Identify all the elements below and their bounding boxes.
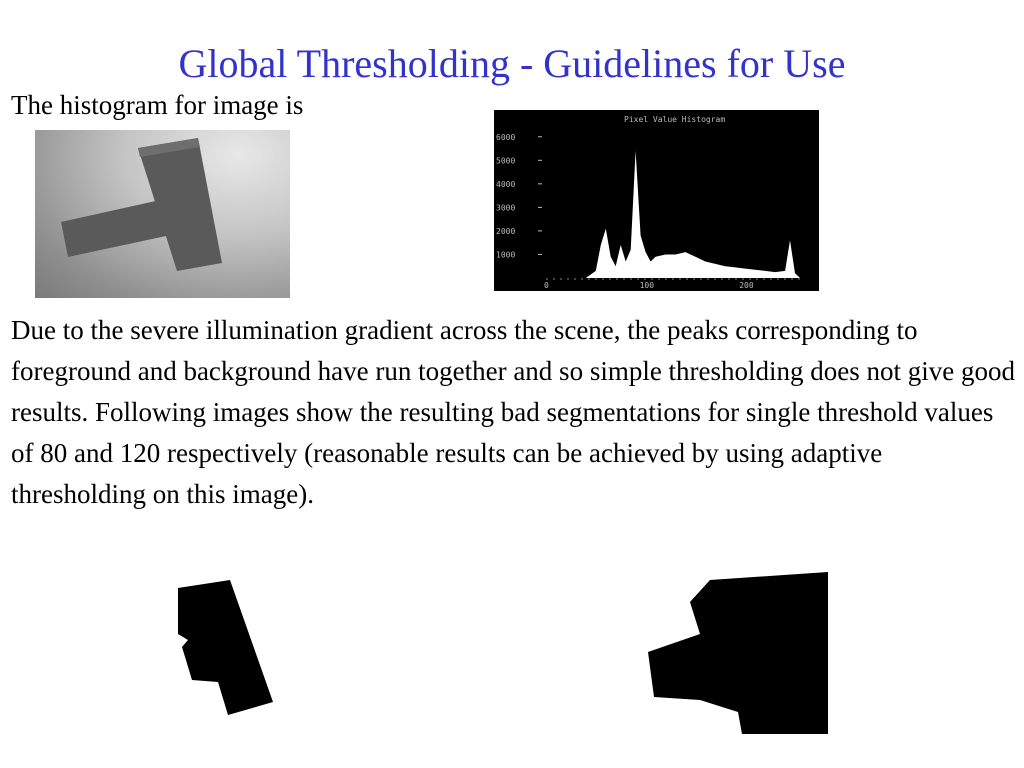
histogram-x-tick-label: 100 bbox=[639, 281, 655, 290]
histogram-y-tick-label: 2000 bbox=[496, 226, 516, 236]
slide-title: Global Thresholding - Guidelines for Use bbox=[178, 41, 846, 86]
histogram-title: Pixel Value Histogram bbox=[624, 115, 726, 124]
pixel-value-histogram bbox=[494, 110, 819, 291]
histogram-y-tick-label: 1000 bbox=[496, 250, 516, 260]
histogram-x-tick-label: 0 bbox=[544, 281, 549, 290]
segmentation-threshold-80 bbox=[170, 572, 280, 722]
input-image-t-shape bbox=[35, 130, 290, 298]
histogram-y-tick-label: 5000 bbox=[496, 156, 516, 166]
histogram-x-tick-label: 200 bbox=[739, 281, 754, 290]
segmentation-threshold-120 bbox=[640, 572, 830, 734]
explanation-paragraph: Due to the severe illumination gradient across the scene, the peaks corresponding to foreground and background have run together and so simple thresholding does not give good results. Following images show the resulting bad segmentations for single threshold values of 80 and 120 respectively (reasonable results can be achieved by using adaptive thresholding on this image). bbox=[11, 315, 1016, 509]
histogram-y-tick-label: 6000 bbox=[496, 132, 516, 142]
intro-text: The histogram for image is bbox=[11, 90, 304, 120]
histogram-y-tick-label: 3000 bbox=[496, 203, 516, 213]
histogram-y-tick-label: 4000 bbox=[496, 179, 516, 189]
histogram-area bbox=[546, 151, 800, 278]
